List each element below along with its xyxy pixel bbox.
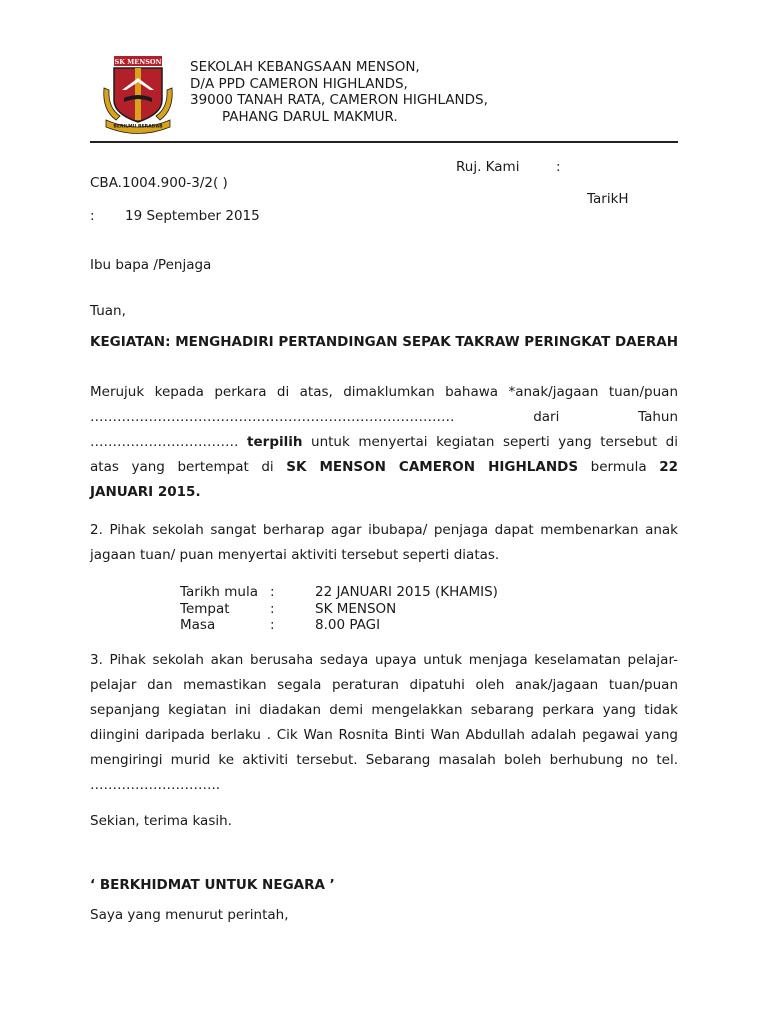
detail-colon: : bbox=[270, 600, 275, 617]
salutation: Tuan, bbox=[90, 303, 126, 319]
para1-line-1: Merujuk kepada perkara di atas, dimaklumkan bahawa *anak/jagaan tuan/puan bbox=[90, 384, 678, 400]
para3-line-2: pelajar dan memastikan segala peraturan dipatuhi oleh anak/jagaan tuan/puan bbox=[90, 677, 678, 693]
closing: Sekian, terima kasih. bbox=[90, 813, 232, 829]
detail-value: 8.00 PAGI bbox=[315, 617, 381, 633]
detail-row bbox=[180, 584, 498, 601]
reference-label: Ruj. Kami bbox=[456, 159, 520, 175]
address-line-4: PAHANG DARUL MAKMUR. bbox=[222, 108, 398, 125]
address-line-2: D/A PPD CAMERON HIGHLANDS, bbox=[190, 75, 408, 92]
detail-colon: : bbox=[270, 617, 275, 633]
detail-label: Masa bbox=[180, 617, 216, 633]
sign-off: Saya yang menurut perintah, bbox=[90, 907, 289, 923]
word-tahun: Tahun bbox=[638, 409, 679, 425]
school-crest-logo bbox=[100, 54, 176, 134]
para1-line-3 bbox=[90, 430, 678, 455]
reference-colon: : bbox=[556, 159, 561, 175]
letter-date: 19 September 2015 bbox=[125, 208, 260, 224]
word-dari: dari bbox=[533, 409, 560, 425]
para2-line-1: 2. Pihak sekolah sangat berharap agar ibubapa/ penjaga dapat membenarkan anak bbox=[90, 522, 678, 538]
para1-line-4 bbox=[90, 455, 678, 480]
para3-line-5: mengiringi murid ke aktiviti tersebut. Sebarang masalah boleh berhubung no tel. bbox=[90, 752, 678, 768]
school-name: SEKOLAH KEBANGSAAN MENSON, bbox=[190, 59, 420, 75]
start-day: 22 bbox=[659, 459, 678, 475]
para1-line-5 bbox=[90, 480, 678, 505]
detail-label: Tarikh mula bbox=[180, 584, 258, 600]
crest-pale bbox=[135, 68, 141, 120]
reference-number: CBA.1004.900-3/2( ) bbox=[90, 175, 228, 191]
crest-motto-text: BERILMU BERADAB bbox=[113, 124, 163, 130]
detail-colon: : bbox=[270, 584, 275, 600]
word-terpilih: terpilih bbox=[247, 434, 303, 450]
para2-line-2: jagaan tuan/ puan menyertai aktiviti tersebut seperti diatas. bbox=[90, 547, 500, 563]
letterhead-address bbox=[190, 59, 488, 125]
detail-label: Tempat bbox=[180, 600, 230, 617]
detail-row bbox=[180, 617, 498, 634]
crest-title-text: SK MENSON bbox=[114, 58, 162, 66]
event-details bbox=[180, 584, 498, 634]
student-name-blank: ……………………………………………………………………… bbox=[90, 409, 455, 425]
para1-line-4-text: atas yang bertempat di bbox=[90, 459, 274, 475]
letter-subject: KEGIATAN: MENGHADIRI PERTANDINGAN SEPAK TAKRAW PERINGKAT DAERAH bbox=[90, 334, 678, 350]
detail-value: SK MENSON bbox=[315, 600, 397, 617]
motto: ‘ BERKHIDMAT UNTUK NEGARA ’ bbox=[90, 877, 335, 893]
start-month-year: JANUARI 2015. bbox=[90, 484, 201, 500]
detail-value: 22 JANUARI 2015 (KHAMIS) bbox=[315, 584, 498, 600]
word-bermula: bermula bbox=[590, 459, 647, 475]
recipient: Ibu bapa /Penjaga bbox=[90, 257, 212, 273]
address-line-3: 39000 TANAH RATA, CAMERON HIGHLANDS, bbox=[190, 92, 488, 108]
para3-line-1: 3. Pihak sekolah akan berusaha sedaya upaya untuk menjaga keselamatan pelajar- bbox=[90, 652, 678, 668]
phone-blank: ……………………….. bbox=[90, 777, 221, 793]
letterhead-divider bbox=[90, 141, 678, 143]
para3-line-4: diingini daripada berlaku . Cik Wan Rosnita Binti Wan Abdullah adalah pegawai yang bbox=[90, 727, 678, 743]
para1-line-3-text: untuk menyertai kegiatan seperti yang tersebut di bbox=[311, 434, 679, 450]
para1-line-2 bbox=[90, 405, 678, 430]
venue-name: SK MENSON CAMERON HIGHLANDS bbox=[286, 459, 579, 475]
date-label: TarikH bbox=[587, 191, 629, 207]
detail-row bbox=[180, 601, 498, 618]
date-colon: : bbox=[90, 208, 95, 224]
class-blank: …………………………… bbox=[90, 434, 239, 450]
para3-line-3: sepanjang kegiatan ini diadakan demi mengelakkan sebarang perkara yang tidak bbox=[90, 702, 678, 718]
